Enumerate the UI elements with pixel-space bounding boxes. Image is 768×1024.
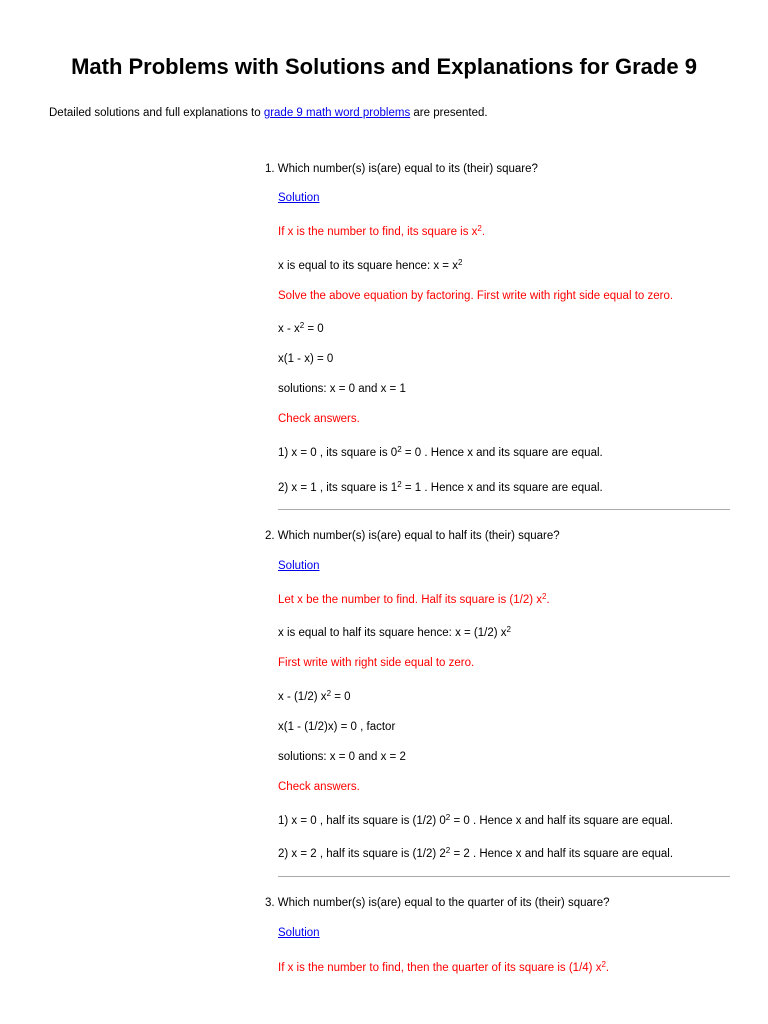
problem-number: 3. — [265, 897, 275, 909]
problem-1-step-1: $x - x^2 = 0$ — [278, 321, 324, 335]
problem-2-check-1: 1) x = 0 , half its square is (1/2) $0^2 = 0$ . Hence x and half its square are equal. — [278, 813, 674, 827]
problem-1-check-1: 1) x = 0 , its square is $0^2 = 0$ . Hence x and its square are equal. — [278, 445, 603, 459]
grade-9-word-problems-link[interactable]: grade 9 math word problems — [263, 107, 411, 119]
intro-text-after: are presented. — [410, 107, 488, 119]
problem-1-check-2: 2) x = 1 , its square is $1^2 = 1$ . Hence x and its square are equal. — [278, 480, 603, 494]
problem-number: 2. — [265, 530, 275, 542]
problem-1-equation: x is equal to its square hence: $x = x^2$ — [278, 258, 463, 272]
problem-3-question — [265, 897, 610, 909]
problem-1-step-2: x(1 - x) = 0 — [278, 353, 334, 365]
intro-text-before: Detailed solutions and full explanations to — [49, 107, 264, 119]
question-text: Which number(s) is(are) equal to half its (their) square? — [277, 530, 560, 542]
problem-2-step-1: x - (1/2) $x^2 = 0$ — [278, 689, 351, 703]
problem-3-explanation-1: If x is the number to find, then the quarter of its square is (1/4) $x^2$. — [278, 960, 610, 974]
question-text: Which number(s) is(are) equal to the quarter of its (their) square? — [277, 897, 610, 909]
problem-divider — [278, 509, 730, 510]
problem-2-solutions: solutions: x = 0 and x = 2 — [278, 751, 406, 763]
problem-3-solution-link[interactable]: Solution — [278, 927, 320, 939]
problem-1-solution-link[interactable]: Solution — [278, 192, 320, 204]
problem-1-check-heading: Check answers. — [278, 413, 360, 425]
problem-2-equation: x is equal to half its square hence: x = (1/2) $x^2$ — [278, 625, 511, 639]
problem-2-explanation-1: Let x be the number to find. Half its square is (1/2) $x^2$. — [278, 592, 550, 606]
problem-2-step-2: x(1 - (1/2)x) = 0 , factor — [278, 721, 396, 733]
problem-2-check-2: 2) x = 2 , half its square is (1/2) $2^2 = 2$ . Hence x and half its square are equal. — [278, 846, 674, 860]
intro-paragraph — [49, 107, 488, 119]
problem-2-check-heading: Check answers. — [278, 781, 360, 793]
problem-divider — [278, 876, 730, 877]
problem-1-solutions: solutions: x = 0 and x = 1 — [278, 383, 406, 395]
problem-1-explanation-1: If x is the number to find, its square is $x^2$. — [278, 224, 486, 238]
problem-number: 1. — [265, 163, 275, 175]
problem-1-explanation-2: Solve the above equation by factoring. First write with right side equal to zero. — [278, 290, 674, 302]
problem-2-solution-link[interactable]: Solution — [278, 560, 320, 572]
question-text: Which number(s) is(are) equal to its (their) square? — [277, 163, 538, 175]
page-title: Math Problems with Solutions and Explanations for Grade 9 — [71, 54, 697, 79]
problem-2-explanation-2: First write with right side equal to zero. — [278, 657, 475, 669]
problem-1-question — [265, 163, 538, 175]
problem-2-question — [265, 530, 560, 542]
